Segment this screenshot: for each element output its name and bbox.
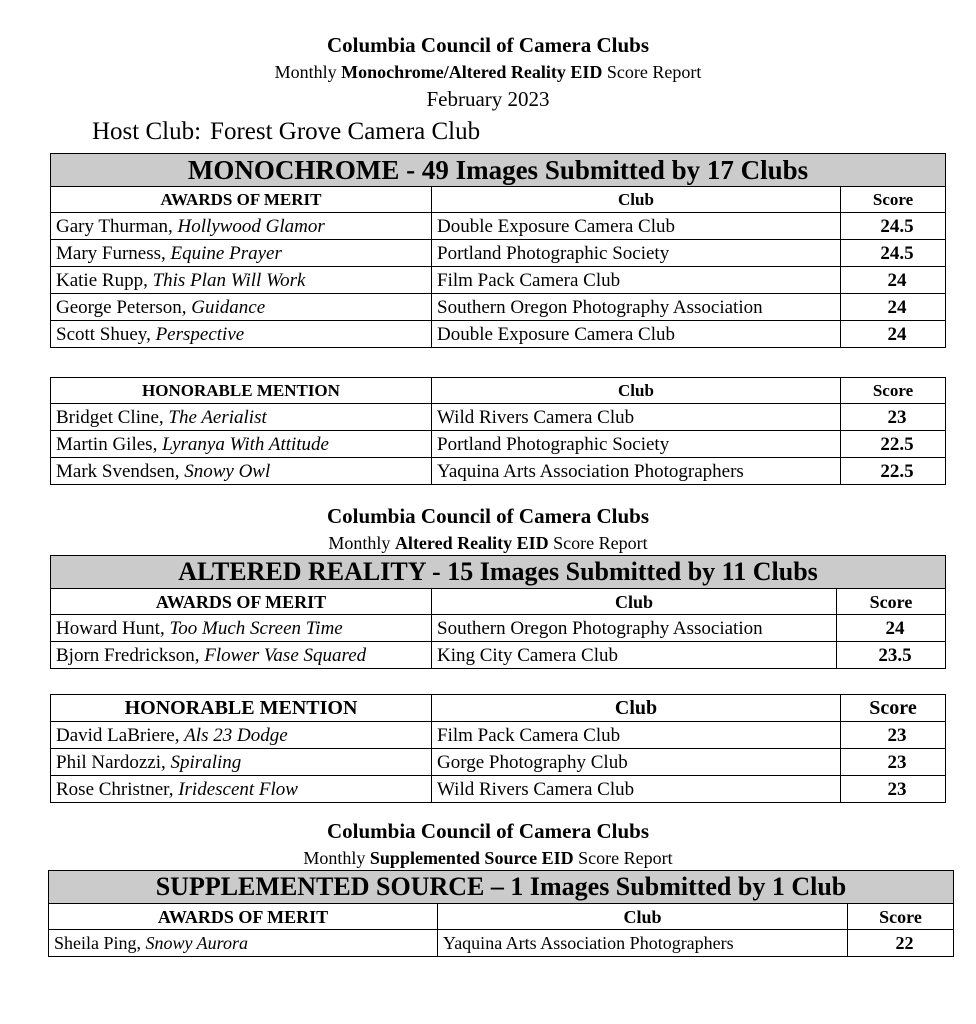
score-cell: 24.5: [841, 240, 946, 267]
score-column-header: Score: [837, 589, 946, 615]
entrant-cell: [51, 431, 432, 458]
altered-organization-title: Columbia Council of Camera Clubs: [326, 504, 650, 528]
table-row: [51, 240, 946, 267]
entrant-cell: [51, 642, 432, 669]
entrant-name: Martin Giles,: [56, 433, 163, 455]
table-row: [51, 749, 946, 776]
entrant-name: Mary Furness,: [56, 242, 171, 264]
host-club-label: Host Club:: [92, 118, 202, 145]
image-title: Snowy Aurora: [145, 933, 249, 953]
subtitle-prefix: Monthly: [328, 533, 395, 553]
table-row: [51, 431, 946, 458]
score-cell: 23: [841, 722, 946, 749]
report-subtitle: [0, 63, 976, 81]
subtitle-suffix: Score Report: [573, 848, 673, 868]
section-banner-supplemented-source: SUPPLEMENTED SOURCE – 1 Images Submitted by 1 Club: [49, 871, 954, 904]
table-row: [51, 615, 946, 642]
subtitle-prefix: Monthly: [274, 62, 342, 82]
subtitle-category: Monochrome/Altered Reality EID: [341, 62, 603, 82]
entrant-cell: [51, 321, 432, 348]
section-banner-monochrome: MONOCHROME - 49 Images Submitted by 17 Clubs: [51, 154, 946, 187]
entrant-cell: [51, 615, 432, 642]
monochrome-merit-table: [50, 153, 946, 348]
table-row: [51, 458, 946, 485]
merit-column-header: AWARDS OF MERIT: [49, 904, 438, 930]
report-date: February 2023: [426, 87, 550, 111]
club-cell: Wild Rivers Camera Club: [432, 404, 841, 431]
host-club-value: Forest Grove Camera Club: [210, 118, 481, 145]
score-cell: 24.5: [841, 213, 946, 240]
club-cell: Double Exposure Camera Club: [432, 321, 841, 348]
table-row: [51, 213, 946, 240]
merit-column-header: AWARDS OF MERIT: [51, 589, 432, 615]
entrant-name: Howard Hunt,: [56, 617, 170, 639]
entrant-cell: [51, 213, 432, 240]
entrant-cell: [51, 240, 432, 267]
club-column-header: Club: [438, 904, 848, 930]
image-title: Spiraling: [170, 751, 242, 773]
image-title: Lyranya With Attitude: [162, 433, 329, 455]
image-title: Perspective: [155, 323, 245, 345]
monochrome-honorable-table: [50, 377, 946, 485]
merit-column-header: AWARDS OF MERIT: [51, 187, 432, 213]
table-row: [51, 404, 946, 431]
image-title: Guidance: [191, 296, 266, 318]
entrant-cell: [51, 722, 432, 749]
supplemented-organization-title: Columbia Council of Camera Clubs: [326, 819, 650, 843]
club-cell: King City Camera Club: [432, 642, 837, 669]
subtitle-prefix: Monthly: [303, 848, 370, 868]
club-cell: Southern Oregon Photography Association: [432, 294, 841, 321]
image-title: This Plan Will Work: [152, 269, 306, 291]
table-row: [51, 267, 946, 294]
image-title: Iridescent Flow: [178, 778, 298, 800]
image-title: Equine Prayer: [170, 242, 282, 264]
entrant-name: Bjorn Fredrickson,: [56, 644, 205, 666]
altered-merit-table: [50, 555, 946, 669]
score-cell: 24: [841, 321, 946, 348]
club-column-header: Club: [432, 695, 841, 722]
table-row: [51, 321, 946, 348]
table-row: [49, 930, 954, 957]
score-cell: 24: [841, 267, 946, 294]
club-cell: Portland Photographic Society: [432, 240, 841, 267]
entrant-name: Sheila Ping,: [54, 933, 146, 953]
club-cell: Yaquina Arts Association Photographers: [432, 458, 841, 485]
entrant-name: Gary Thurman,: [56, 215, 178, 237]
host-club: [92, 118, 480, 146]
entrant-cell: [51, 404, 432, 431]
image-title: The Aerialist: [168, 406, 267, 428]
entrant-cell: [51, 294, 432, 321]
score-cell: 22.5: [841, 431, 946, 458]
club-cell: Double Exposure Camera Club: [432, 213, 841, 240]
table-row: [51, 642, 946, 669]
club-cell: Yaquina Arts Association Photographers: [438, 930, 848, 957]
image-title: Flower Vase Squared: [204, 644, 367, 666]
club-cell: Wild Rivers Camera Club: [432, 776, 841, 803]
score-column-header: Score: [841, 378, 946, 404]
image-title: Too Much Screen Time: [169, 617, 343, 639]
club-cell: Film Pack Camera Club: [432, 722, 841, 749]
entrant-name: Phil Nardozzi,: [56, 751, 171, 773]
entrant-cell: [51, 776, 432, 803]
altered-honorable-table: [50, 694, 946, 803]
club-cell: Film Pack Camera Club: [432, 267, 841, 294]
club-cell: Portland Photographic Society: [432, 431, 841, 458]
score-cell: 22: [848, 930, 954, 957]
honorable-column-header: HONORABLE MENTION: [51, 695, 432, 722]
score-column-header: Score: [841, 187, 946, 213]
honorable-column-header: HONORABLE MENTION: [51, 378, 432, 404]
score-column-header: Score: [848, 904, 954, 930]
supplemented-subtitle: [0, 849, 976, 867]
entrant-name: Katie Rupp,: [56, 269, 153, 291]
table-row: [51, 294, 946, 321]
entrant-name: Mark Svendsen,: [56, 460, 185, 482]
entrant-cell: [51, 267, 432, 294]
score-cell: 23: [841, 749, 946, 776]
table-row: [51, 776, 946, 803]
score-column-header: Score: [841, 695, 946, 722]
subtitle-category: Altered Reality EID: [394, 533, 549, 553]
club-cell: Southern Oregon Photography Association: [432, 615, 837, 642]
score-cell: 22.5: [841, 458, 946, 485]
score-cell: 24: [841, 294, 946, 321]
entrant-cell: [49, 930, 438, 957]
subtitle-suffix: Score Report: [548, 533, 648, 553]
score-cell: 24: [837, 615, 946, 642]
entrant-name: Bridget Cline,: [56, 406, 169, 428]
table-row: [51, 722, 946, 749]
entrant-name: Scott Shuey,: [56, 323, 156, 345]
subtitle-category: Supplemented Source EID: [369, 848, 574, 868]
entrant-name: George Peterson,: [56, 296, 192, 318]
score-cell: 23: [841, 776, 946, 803]
entrant-name: Rose Christner,: [56, 778, 179, 800]
score-cell: 23: [841, 404, 946, 431]
entrant-cell: [51, 458, 432, 485]
altered-subtitle: [0, 534, 976, 552]
score-cell: 23.5: [837, 642, 946, 669]
image-title: Als 23 Dodge: [184, 724, 288, 746]
supplemented-merit-table: [48, 870, 954, 957]
club-column-header: Club: [432, 589, 837, 615]
section-banner-altered-reality: ALTERED REALITY - 15 Images Submitted by 11 Clubs: [51, 556, 946, 589]
club-column-header: Club: [432, 378, 841, 404]
entrant-name: David LaBriere,: [56, 724, 185, 746]
club-column-header: Club: [432, 187, 841, 213]
image-title: Hollywood Glamor: [177, 215, 325, 237]
image-title: Snowy Owl: [184, 460, 271, 482]
club-cell: Gorge Photography Club: [432, 749, 841, 776]
report-organization-title: Columbia Council of Camera Clubs: [326, 33, 650, 57]
subtitle-suffix: Score Report: [602, 62, 702, 82]
entrant-cell: [51, 749, 432, 776]
